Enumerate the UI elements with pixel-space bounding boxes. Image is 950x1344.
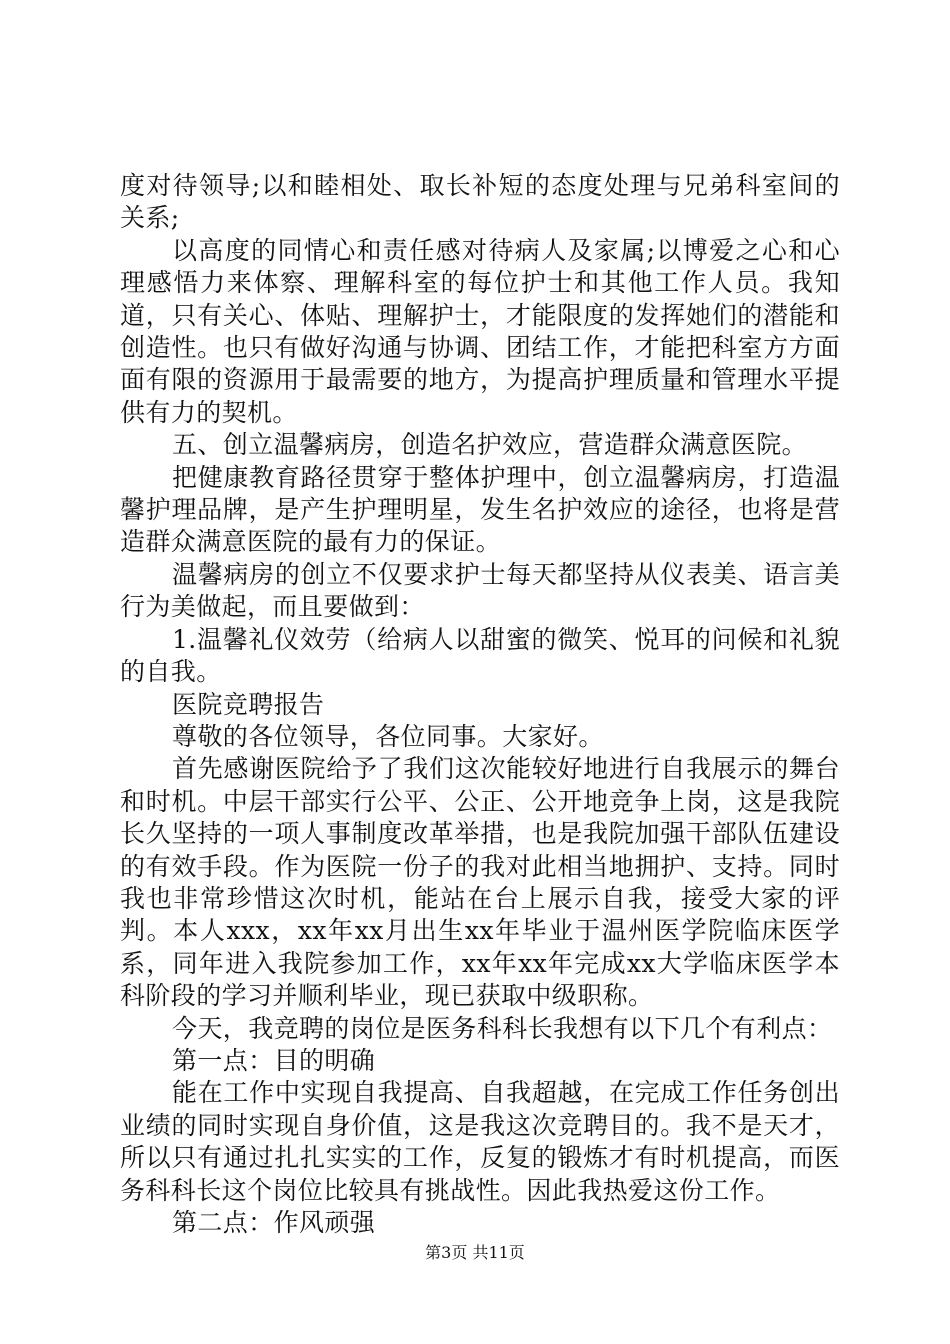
paragraph-6: 今天，我竞聘的岗位是医务科科长我想有以下几个有利点：	[172, 1013, 833, 1043]
paragraph-5: 首先感谢医院给予了我们这次能较好地进行自我展示的舞台和时机。中层干部实行公平、公正、公开地竞争上岗，这是我院长久坚持的一项人事制度改革举措，也是我院加强干部队伍建设的有效手段。作为医院一份子的我对此相当地拥护、支持。同时我也非常珍惜这次时机，能站在台上展示自我，接受大家的评判。本人xxx，xx年xx月出生xx年毕业于温州医学院临床医学系，同年进入我院参加工作，xx年xx年完成xx大学临床医学本科阶段的学习并顺利毕业，现已获取中级职称。	[120, 754, 840, 1011]
paragraph-4: 温馨病房的创立不仅要求护士每天都坚持从仪表美、语言美行为美做起，而且要做到：	[120, 559, 840, 622]
section-heading-5: 五、创立温馨病房，创造名护效应，营造群众满意医院。	[172, 430, 808, 460]
point-heading-2: 第二点：作风顽强	[172, 1208, 376, 1237]
point-heading-1: 第一点：目的明确	[172, 1045, 376, 1075]
paragraph-2: 以高度的同情心和责任感对待病人及家属;以博爱之心和心理感悟力来体察、理解科室的每位护士和其他工作人员。我知道，只有关心、体贴、理解护士，才能限度的发挥她们的潜能和创造性。也只有做好沟通与协调、团结工作，才能把科室方方面面有限的资源用于最需要的地方，为提高护理质量和管理水平提供有力的契机。	[120, 235, 840, 427]
report-title: 医院竞聘报告	[172, 689, 325, 719]
paragraph-7: 能在工作中实现自我提高、自我超越，在完成工作任务创出业绩的同时实现自身价值，这是我这次竞聘目的。我不是天才，所以只有通过扎扎实实的工作，反复的锻炼才有时机提高，而医务科科长这个岗位比较具有挑战性。因此我热爱这份工作。	[120, 1078, 840, 1205]
document-body	[120, 170, 840, 1239]
paragraph-1: 度对待领导;以和睦相处、取长补短的态度处理与兄弟科室间的关系;	[120, 171, 840, 233]
greeting: 尊敬的各位领导，各位同事。大家好。	[172, 721, 604, 751]
list-item-1: 1.温馨礼仪效劳（给病人以甜蜜的微笑、悦耳的问候和礼貌的自我。	[120, 624, 840, 687]
paragraph-3: 把健康教育路径贯穿于整体护理中，创立温馨病房，打造温馨护理品牌，是产生护理明星，发生名护效应的途径，也将是营造群众满意医院的最有力的保证。	[120, 462, 840, 557]
page-number-footer: 第3页 共11页	[425, 1243, 525, 1262]
